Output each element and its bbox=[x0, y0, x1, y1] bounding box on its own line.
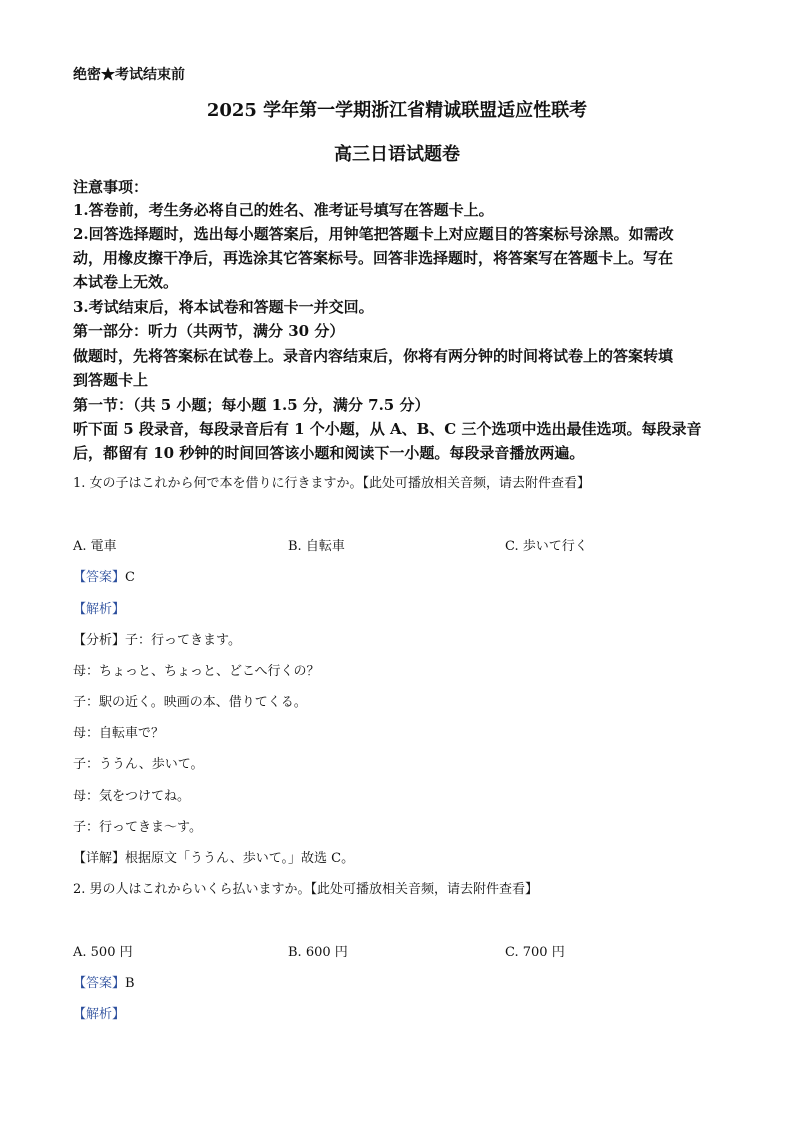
q1-answer bbox=[73, 566, 734, 585]
part1-desc-line-2: 到答题卡上 bbox=[73, 371, 149, 389]
paper-subtitle: 高三日语试题卷 bbox=[334, 144, 460, 165]
q1-dialogue-line-4: 母：自転車で？ bbox=[73, 726, 165, 741]
section1-desc-line-2: 后，都留有 10 秒钟的时间回答该小题和阅读下一小题。每段录音播放两遍。 bbox=[73, 444, 585, 462]
part1-heading: 第一部分：听力（共两节，满分 30 分） bbox=[73, 322, 345, 340]
note-item-3: 3.考试结束后，将本试卷和答题卡一并交回。 bbox=[73, 298, 374, 316]
answer-value: C bbox=[125, 570, 135, 585]
part1-desc-line-1: 做题时，先将答案标在试卷上。录音内容结束后，你将有两分钟的时间将试卷上的答案转填 bbox=[73, 347, 674, 365]
q1-dialogue-line-3: 子：駅の近く。映画の本、借りてくる。 bbox=[73, 695, 307, 710]
q1-dialogue-line-6: 母：気をつけてね。 bbox=[73, 789, 191, 804]
detail-tag: 【详解】 bbox=[73, 851, 126, 866]
note-item-2-line-3: 本试卷上无效。 bbox=[73, 273, 179, 291]
section1-desc-line-1: 听下面 5 段录音，每段录音后有 1 个小题，从 A、B、C 三个选项中选出最佳选项。每段录音 bbox=[73, 420, 702, 438]
exam-title: 2025 学年第一学期浙江省精诚联盟适应性联考 bbox=[206, 100, 588, 121]
q1-dialogue-line-7: 子：行ってきま～す。 bbox=[73, 820, 202, 835]
q1-dialogue-line-5: 子：ううん、歩いて。 bbox=[73, 757, 204, 772]
answer-label: 【答案】 bbox=[73, 570, 126, 585]
q1-analysis-label: 【解析】 bbox=[73, 602, 126, 617]
q1-option-a: A. 電車 bbox=[73, 539, 117, 554]
note-item-1: 1.答卷前，考生务必将自己的姓名、准考证号填写在答题卡上。 bbox=[73, 201, 494, 219]
note-item-2-line-1: 2.回答选择题时，选出每小题答案后，用钟笔把答题卡上对应题目的答案标号涂黑。如需改 bbox=[73, 225, 674, 243]
q2-option-b: B. 600 円 bbox=[288, 945, 348, 960]
confidential-header: 绝密★考试结束前 bbox=[73, 67, 185, 83]
q1-option-b: B. 自転車 bbox=[288, 539, 345, 554]
q2-option-a: A. 500 円 bbox=[73, 945, 133, 960]
q1-detail: 【详解】根据原文「ううん、歩いて。」故选 C。 bbox=[73, 851, 355, 866]
analysis-tag: 【分析】 bbox=[73, 633, 126, 648]
question-2: 2. 男の人はこれからいくら払いますか。【此处可播放相关音频，请去附件查看】 bbox=[73, 882, 539, 897]
q1-dialogue-line-1: 【分析】子：行ってきます。 bbox=[73, 633, 241, 648]
note-item-2-line-2: 动，用橡皮擦干净后，再选涂其它答案标号。回答非选择题时，将答案写在答题卡上。写在 bbox=[73, 249, 674, 267]
q1-dialogue-line-2: 母：ちょっと、ちょっと、どこへ行くの？ bbox=[73, 664, 320, 679]
q2-analysis-label: 【解析】 bbox=[73, 1007, 126, 1022]
notes-heading: 注意事项： bbox=[73, 178, 149, 196]
question-1: 1. 女の子はこれから何で本を借りに行きますか。【此处可播放相关音频，请去附件查看】 bbox=[73, 476, 591, 491]
q2-answer bbox=[73, 972, 734, 991]
section1-heading: 第一节：（共 5 小题；每小题 1.5 分，满分 7.5 分） bbox=[73, 396, 430, 414]
q1-option-c: C. 歩いて行く bbox=[505, 539, 588, 554]
q2-option-c: C. 700 円 bbox=[505, 945, 565, 960]
answer-label: 【答案】 bbox=[73, 976, 126, 991]
answer-value: B bbox=[125, 976, 135, 991]
